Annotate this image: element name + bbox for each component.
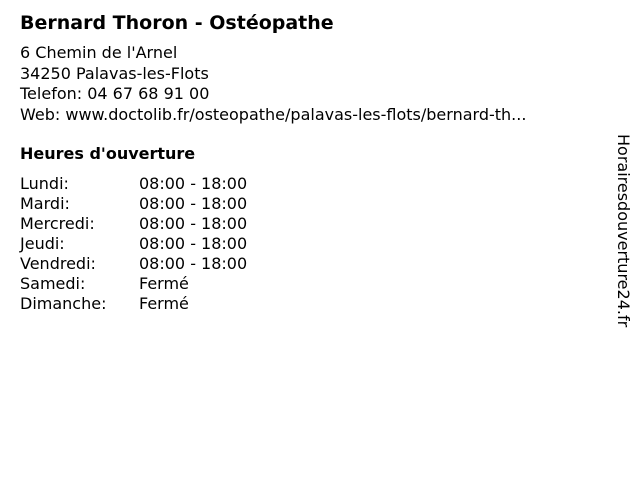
hours-time: 08:00 - 18:00 bbox=[139, 174, 248, 193]
hours-time: 08:00 - 18:00 bbox=[139, 194, 248, 213]
hours-row-saturday bbox=[20, 274, 247, 294]
business-contact bbox=[20, 43, 526, 125]
opening-hours-table bbox=[20, 174, 247, 314]
site-brand-vertical: Horairesdouverture24.fr bbox=[614, 134, 633, 328]
hours-day: Jeudi: bbox=[20, 234, 65, 253]
opening-hours-heading: Heures d'ouverture bbox=[20, 144, 196, 163]
business-title: Bernard Thoron - Ostéopathe bbox=[20, 12, 334, 34]
phone-line: Telefon: 04 67 68 91 00 bbox=[20, 84, 210, 103]
hours-day: Lundi: bbox=[20, 174, 69, 193]
hours-day: Mercredi: bbox=[20, 214, 95, 233]
hours-row-wednesday bbox=[20, 214, 247, 234]
hours-row-sunday bbox=[20, 294, 247, 314]
web-line: Web: www.doctolib.fr/osteopathe/palavas-les-flots/bernard-th... bbox=[20, 104, 527, 124]
hours-row-tuesday bbox=[20, 194, 247, 214]
hours-row-friday bbox=[20, 254, 247, 274]
hours-day: Mardi: bbox=[20, 194, 70, 213]
address-line-street: 6 Chemin de l'Arnel bbox=[20, 43, 178, 62]
hours-time: 08:00 - 18:00 bbox=[139, 234, 248, 253]
hours-row-monday bbox=[20, 174, 247, 194]
hours-day: Dimanche: bbox=[20, 294, 107, 313]
hours-row-thursday bbox=[20, 234, 247, 254]
hours-time: Fermé bbox=[139, 274, 189, 293]
hours-day: Vendredi: bbox=[20, 254, 96, 273]
hours-day: Samedi: bbox=[20, 274, 86, 293]
address-line-city: 34250 Palavas-les-Flots bbox=[20, 63, 209, 83]
hours-time: 08:00 - 18:00 bbox=[139, 214, 248, 233]
hours-time: Fermé bbox=[139, 294, 189, 313]
hours-time: 08:00 - 18:00 bbox=[139, 254, 248, 273]
